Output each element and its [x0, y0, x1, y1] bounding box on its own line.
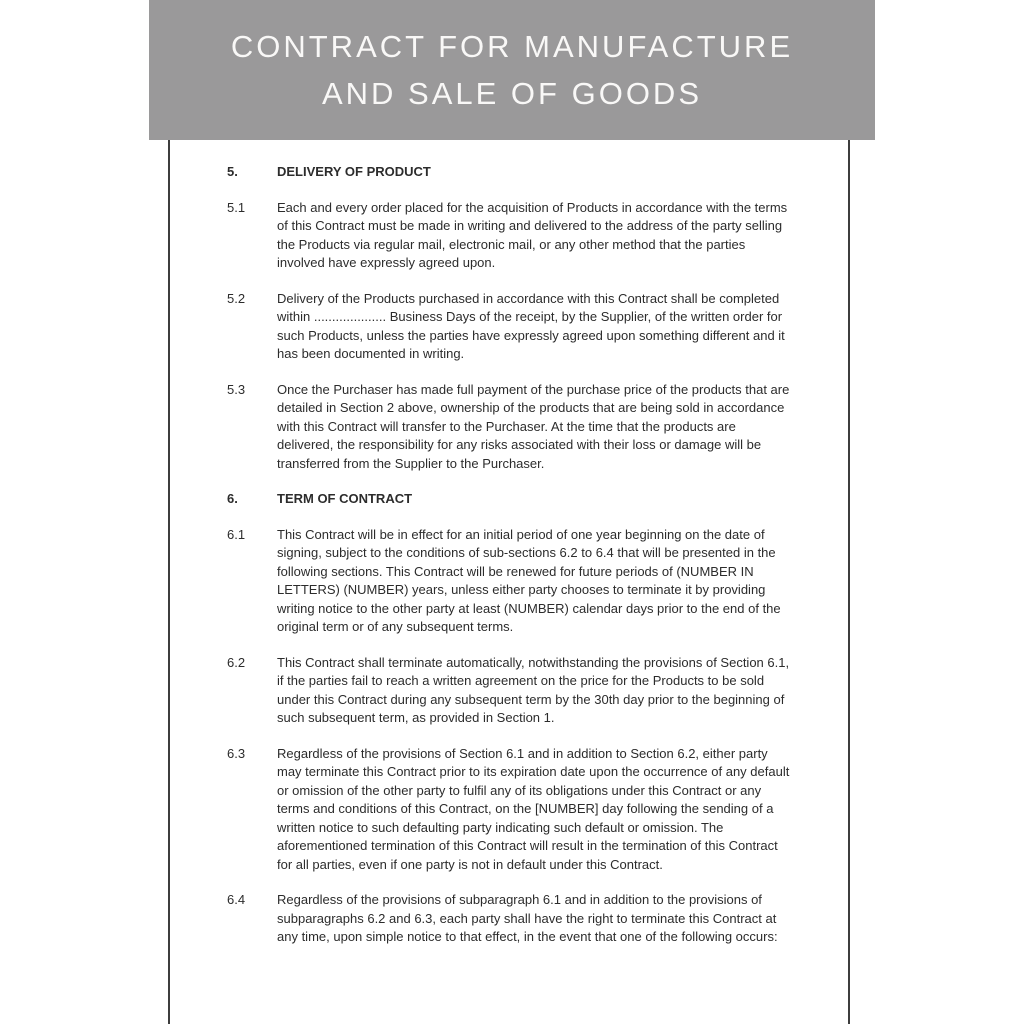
clause-5-2	[227, 290, 790, 364]
contract-page	[168, 140, 850, 1024]
clause-number: 6.1	[227, 526, 246, 542]
clause-text: Each and every order placed for the acquisition of Products in accordance with the terms of this Contract must be made in writing and delivered to the address of the party selling the Products via regular mail, electronic mail, or any other method that the parties involved have expressly agreed upon.	[277, 199, 788, 270]
clause-number: 5.1	[227, 199, 246, 215]
section-title: TERM OF CONTRACT	[277, 491, 413, 506]
clause-6-1	[227, 526, 790, 637]
document-title-line-1: CONTRACT FOR MANUFACTURE	[230, 29, 794, 64]
clause-text: Regardless of the provisions of subparagraph 6.1 and in addition to the provisions of subparagraphs 6.2 and 6.3, each party shall have the right to terminate this Contract at any time, upon simple notice to that effect, in the event that one of the following occurs:	[277, 892, 778, 944]
contract-content	[170, 140, 848, 947]
document-title-line-2: AND SALE OF GOODS	[321, 76, 702, 111]
section-heading-5	[227, 163, 790, 182]
section-number: 6.	[227, 491, 238, 506]
clause-6-2	[227, 654, 790, 728]
clause-text: This Contract will be in effect for an initial period of one year beginning on the date of signing, subject to the conditions of sub-sections 6.2 to 6.4 that will be presented in the following sections. This Contract will be renewed for future periods of (NUMBER IN LETTERS) (NUMBER) years, unless either party chooses to terminate it by providing writing notice to the other party at least (NUMBER) calendar days prior to the end of the original term or of any subsequent terms.	[277, 526, 781, 634]
section-heading-6	[227, 490, 790, 509]
clause-5-1	[227, 199, 790, 273]
clause-text: Delivery of the Products purchased in accordance with this Contract shall be completed within .................... Business Days of the receipt, by the Supplier, of the written order for such Products, unless the parties have expressly agreed upon something different and it has been documented in writing.	[277, 290, 785, 361]
document-title-banner	[149, 0, 875, 140]
section-title: DELIVERY OF PRODUCT	[277, 164, 431, 179]
clause-number: 6.4	[227, 892, 246, 907]
clause-text: This Contract shall terminate automatically, notwithstanding the provisions of Section 6.1, if the parties fail to reach a written agreement on the price for the Products to be sold under this Contract during any subsequent term by the 30th day prior to the beginning of such subsequent term, as provided in Section 1.	[277, 654, 790, 725]
clause-number: 6.2	[227, 654, 246, 670]
section-number: 5.	[227, 164, 238, 179]
clause-number: 5.3	[227, 381, 246, 397]
clause-number: 5.2	[227, 290, 246, 306]
clause-5-3	[227, 381, 790, 474]
clause-number: 6.3	[227, 745, 246, 761]
clause-6-4	[227, 891, 790, 947]
clause-text: Regardless of the provisions of Section 6.1 and in addition to Section 6.2, either party may terminate this Contract prior to its expiration date upon the occurrence of any default or omission of the other party to fulfil any of its obligations under this Contract or any terms and conditions of this Contract, on the [NUMBER] day following the sending of a written notice to such defaulting party indicating such default or omission. The aforementioned termination of this Contract will result in the termination of this Contract for all parties, even if one party is not in default under this Contract.	[277, 745, 790, 872]
clause-6-3	[227, 745, 790, 875]
clause-text: Once the Purchaser has made full payment of the purchase price of the products that are detailed in Section 2 above, ownership of the products that are being sold in accordance with this Contract will transfer to the Purchaser. At the time that the products are delivered, the responsibility for any risks associated with their loss or damage will be transferred from the Supplier to the Purchaser.	[277, 381, 790, 471]
